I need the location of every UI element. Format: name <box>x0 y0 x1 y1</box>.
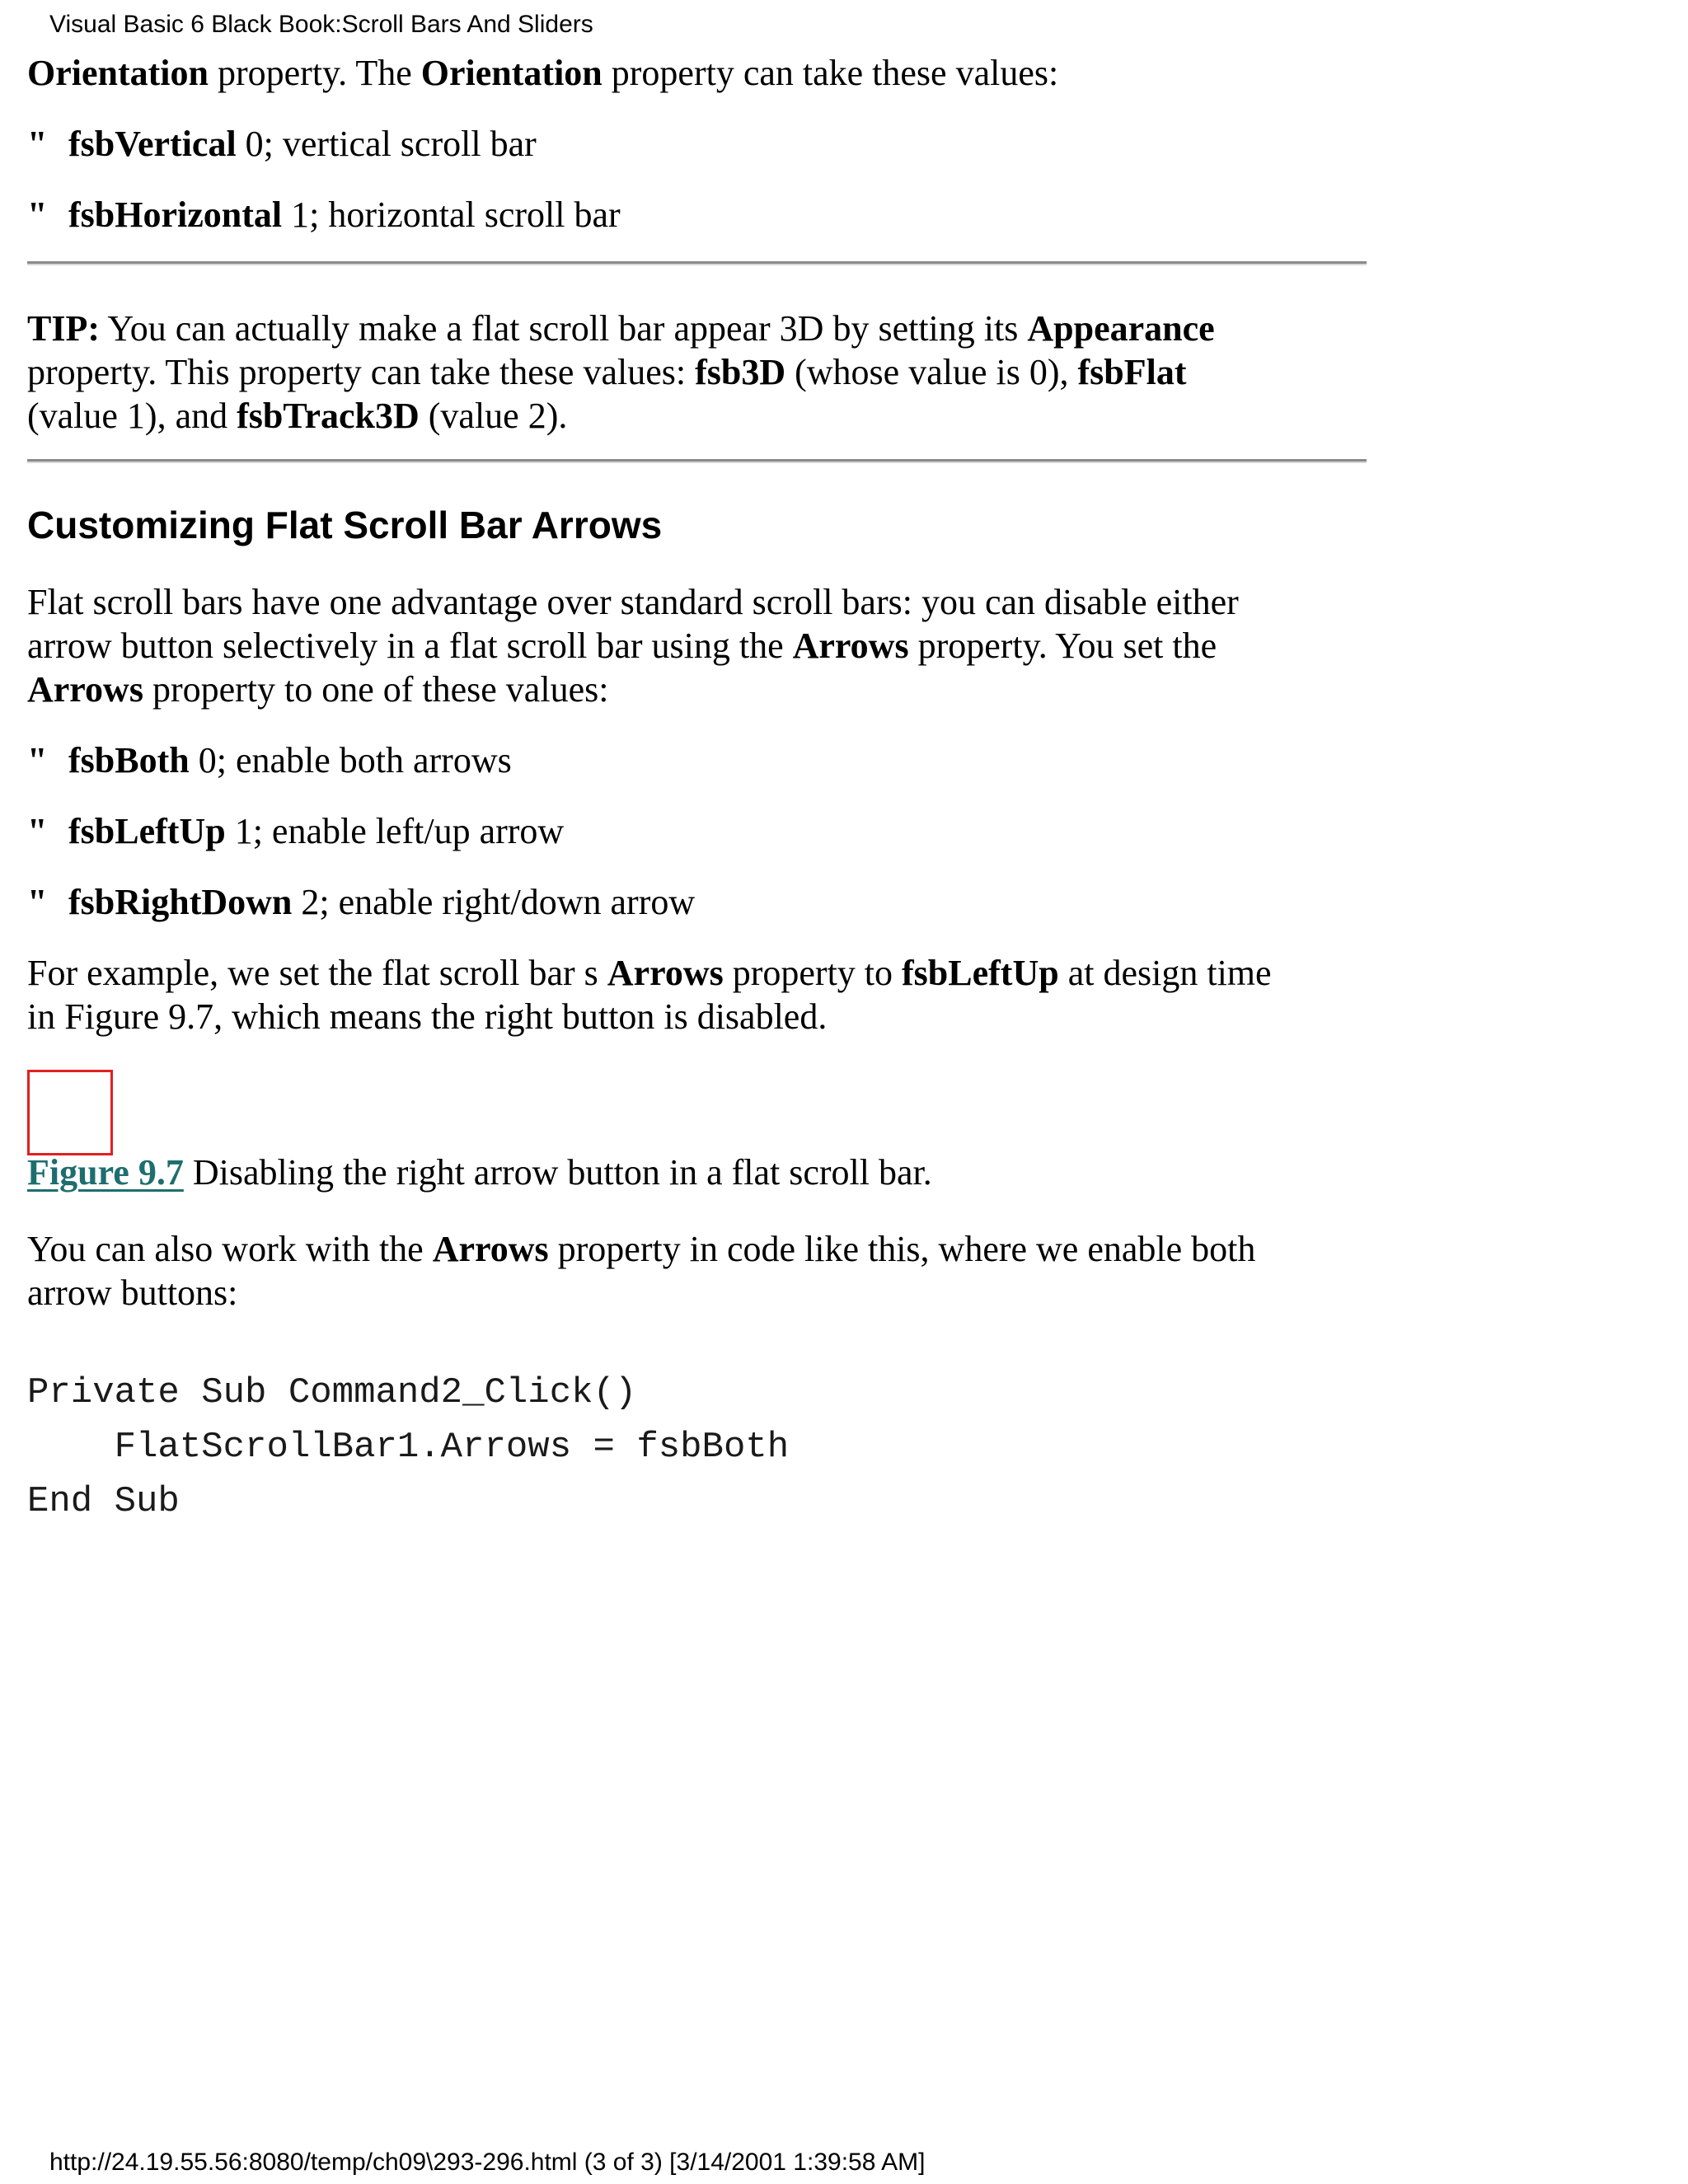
page-footer-url: http://24.19.55.56:8080/temp/ch09\293-296.html (3 of 3) [3/14/2001 1:39:58 AM] <box>49 2149 926 2176</box>
main-content <box>27 51 1371 1529</box>
broken-image-placeholder <box>27 1070 113 1155</box>
example-paragraph: For example, we set the flat scroll bar s Arrows property to fsbLeftUp at design time in Figure 9.7, which means the right button is disabled. <box>27 953 1272 1037</box>
list-item: " fsbRightDown 2; enable right/down arrow <box>27 882 696 922</box>
code-intro: You can also work with the Arrows property in code like this, where we enable both arrow buttons: <box>27 1229 1256 1313</box>
code-block <box>27 1366 1371 1529</box>
code-line: FlatScrollBar1.Arrows = fsbBoth <box>27 1427 790 1468</box>
bullet-mark: " <box>27 740 48 780</box>
tip-block: TIP: You can actually make a flat scroll bar appear 3D by setting its Appearance property. This property can take these values: fsb3D (whose value is 0), fsbFlat (value 1), and fsbTrack3D (value 2). <box>27 308 1215 436</box>
list-item: " fsbVertical 0; vertical scroll bar <box>27 124 537 164</box>
bullet-mark: " <box>27 882 48 922</box>
bullet-mark: " <box>27 124 48 164</box>
figure-caption: Figure 9.7 Disabling the right arrow button in a flat scroll bar. <box>27 1152 932 1193</box>
orientation-term: Orientation <box>420 53 603 93</box>
code-line: Private Sub Command2_Click() <box>27 1372 637 1413</box>
list-item: " fsbBoth 0; enable both arrows <box>27 740 512 780</box>
orientation-intro: Orientation property. The Orientation property can take these values: <box>27 53 1059 93</box>
list-item: " fsbHorizontal 1; horizontal scroll bar <box>27 194 621 235</box>
page-header-title: Visual Basic 6 Black Book:Scroll Bars And Sliders <box>49 11 593 38</box>
bullet-mark: " <box>27 811 48 851</box>
code-line: End Sub <box>27 1481 180 1522</box>
bullet-mark: " <box>27 194 48 235</box>
section-heading: Customizing Flat Scroll Bar Arrows <box>27 504 663 546</box>
figure-link[interactable]: Figure 9.7 <box>27 1152 184 1193</box>
list-item: " fsbLeftUp 1; enable left/up arrow <box>27 811 565 851</box>
orientation-term: Orientation <box>27 53 209 93</box>
tip-label: TIP: <box>27 308 100 349</box>
arrows-intro: Flat scroll bars have one advantage over standard scroll bars: you can disable either arrow button selectively in a flat scroll bar using the Arrows property. You set the Arrows property to one of these values: <box>27 582 1239 710</box>
